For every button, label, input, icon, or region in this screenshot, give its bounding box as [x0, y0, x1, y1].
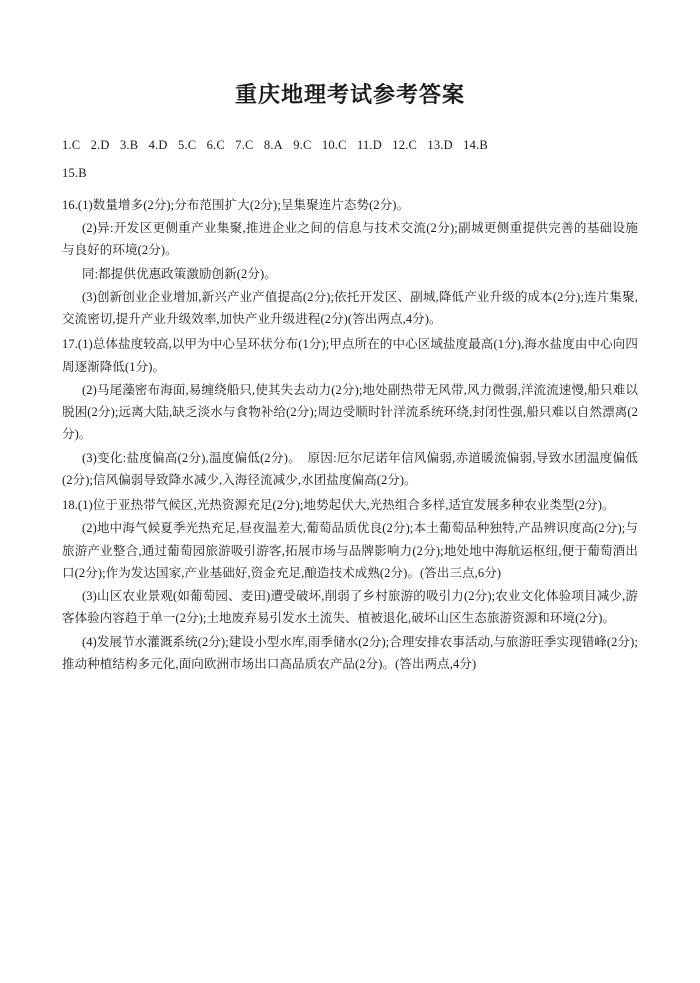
question-block-16 [62, 194, 638, 331]
objective-answer: 5.C [177, 138, 197, 152]
objective-answers-line-2 [62, 163, 638, 185]
objective-answer: 14.B [463, 138, 488, 152]
answer-paragraph: (2)马尾藻密布海面,易缠绕船只,使其失去动力(2分);地处副热带无风带,风力微弱,洋流流速慢,船只难以脱困(2分);远离大陆,缺乏淡水与食物补给(2分);周边受顺时针洋流系统环绕,封闭性强,船只难以自然漂离(2分)。 [62, 382, 638, 442]
answer-paragraph: 16.(1)数量增多(2分);分布范围扩大(2分);呈集聚连片态势(2分)。 [62, 197, 410, 212]
objective-answer: 15.B [62, 165, 87, 180]
question-block-17 [62, 333, 638, 491]
question-block-18 [62, 494, 638, 675]
answer-paragraph: (3)创新创业企业增加,新兴产业产值提高(2分);依托开发区、副城,降低产业升级的成本(2分);连片集聚,交流密切,提升产业升级效率,加快产业升级进程(2分)(答出两点,4分)。 [62, 289, 638, 326]
answer-paragraph: (2)地中海气候夏季光热充足,昼夜温差大,葡萄品质优良(2分);本土葡萄品种独特,产品辨识度高(2分);与旅游产业整合,通过葡萄园旅游吸引游客,拓展市场与品牌影响力(2分);地处地中海航运枢纽,便于葡萄酒出口(2分);作为发达国家,产业基础好,资金充足,酿造技术成熟(2分)。(答出三点,6分) [62, 521, 638, 580]
objective-answer: 2.D [90, 138, 110, 152]
answer-paragraph: (3)山区农业景观(如葡萄园、麦田)遭受破坏,削弱了乡村旅游的吸引力(2分);农业文化体验项目减少,游客体验内容趋于单一(2分);土地废弃易引发水土流失、植被退化,破坏山区生态旅游资源和环境(2分)。 [62, 589, 638, 626]
objective-answer: 12.C [392, 138, 418, 152]
answer-paragraph: 同:都提供优惠政策激励创新(2分)。 [82, 266, 277, 281]
objective-answers-line-1 [62, 135, 638, 157]
answer-paragraph: (4)发展节水灌溉系统(2分);建设小型水库,雨季储水(2分);合理安排农事活动,与旅游旺季实现错峰(2分);推动种植结构多元化,面向欧洲市场出口高品质农产品(2分)。(答出两点,4分) [62, 634, 638, 671]
objective-answer: 9.C [293, 138, 312, 152]
objective-answer: 1.C [62, 138, 81, 152]
page-title: 重庆地理考试参考答案 [234, 82, 465, 107]
objective-answer: 4.D [148, 138, 168, 152]
objective-answer: 11.D [356, 138, 382, 152]
objective-answer: 13.D [427, 138, 453, 152]
answer-paragraph: (3)变化:盐度偏高(2分),温度偏低(2分)。 原因:厄尔尼诺年信风偏弱,赤道暖流偏弱,导致水团温度偏低(2分);信风偏弱导致降水减少,入海径流减少,水团盐度偏高(2分)。 [62, 450, 638, 487]
answer-paragraph: 17.(1)总体盐度较高,以甲为中心呈环状分布(1分);甲点所在的中心区域盐度最高(1分),海水盐度由中心向四周逐渐降低(1分)。 [62, 337, 638, 374]
objective-answer: 6.C [206, 138, 225, 152]
objective-answer: 10.C [321, 138, 347, 152]
answer-paragraph: (2)异:开发区更侧重产业集聚,推进企业之间的信息与技术交流(2分);副城更侧重提供完善的基础设施与良好的环境(2分)。 [62, 221, 638, 258]
answer-paragraph: 18.(1)位于亚热带气候区,光热资源充足(2分);地势起伏大,光热组合多样,适宜发展多种农业类型(2分)。 [62, 498, 615, 512]
objective-answer: 8.A [263, 138, 283, 152]
objective-answer: 3.B [119, 138, 139, 152]
objective-answer: 7.C [235, 138, 254, 152]
